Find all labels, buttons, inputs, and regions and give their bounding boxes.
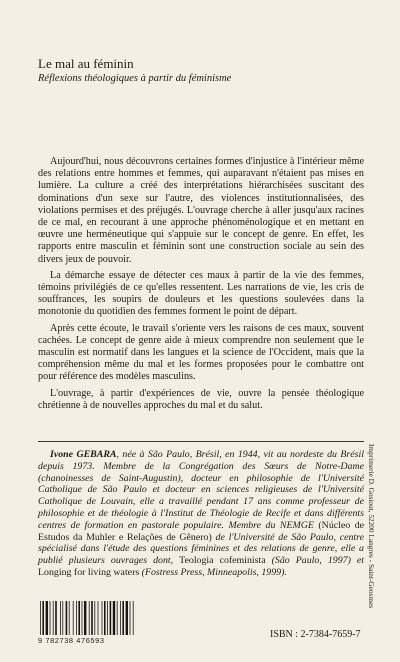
barcode-bar [94, 601, 95, 635]
author-biography [38, 449, 364, 579]
book-subtitle: Réflexions théologiques à partir du féminisme [38, 73, 232, 84]
bio-text: NEMGE [279, 519, 314, 531]
barcode-bar [82, 601, 83, 635]
barcode-bar [50, 601, 51, 635]
author-name: Ivone GEBARA [50, 449, 117, 460]
barcode-number: 9 782738 476593 [38, 636, 105, 645]
printer-credit: Imprimerie D. Gosiout, 52200 Langres - Saint-Geosmes [367, 444, 376, 609]
summary-paragraph: L'ouvrage, à partir d'expériences de vie, ouvre la pensée théologique chrétienne à de nouvelles approches du mal et du salut. [38, 387, 364, 411]
book-title: Le mal au féminin [38, 56, 134, 71]
barcode-bar [122, 601, 124, 635]
barcode-bar [91, 601, 93, 635]
barcode-bar [78, 601, 80, 635]
bio-text: (Núcleo de Estudos da Muhler e Relações de Gênero) [38, 519, 365, 543]
barcode-bar [76, 601, 77, 635]
barcode-bar [102, 601, 103, 635]
barcode [38, 601, 138, 644]
barcode-bar [55, 601, 57, 635]
barcode-bar [107, 601, 108, 635]
barcode-bar [130, 601, 131, 635]
bio-text: de l'Université de São Paulo, centre spécialisé dans l'étude des questions féminines et des relations de genre, elle a publié plusieurs ouvrages dont, [38, 531, 364, 567]
barcode-bar [40, 601, 41, 635]
barcode-graphic [38, 601, 138, 635]
summary-paragraph: Aujourd'hui, nous découvrons certaines formes d'injustice à l'intérieur même des relations entre hommes et femmes, qui auparavant n'étaient pas mises en lumière. La culture a créé des interprétations hiérarchisées suscitant des dominations d'un sexe sur l'autre, des violences institutionnalisées, des violations permises et des préjugés. L'ouvrage cherche à aller jusqu'aux racines de ce mal, en recourant à une approche phénoménologique et en mettant en œuvre une herméneutique qui s'appuie sur le concept de genre. En effet, les rapports entre masculin et féminin sont une construction sociale au sein des divers jeux de pouvoir. [38, 156, 364, 265]
barcode-bar [73, 601, 74, 635]
barcode-bar [66, 601, 68, 635]
book-title-ref: Longing for living waters [38, 566, 140, 578]
summary-paragraph: Après cette écoute, le travail s'oriente vers les raisons de ces maux, souvent cachées. Le concept de genre aide à mieux comprendre non seulement que le masculin est normatif dans les langues et la science de l'Occident, mais que la compréhension même du mal et les formes proposées pour le combattre ont pour référence des modèles masculins. [38, 322, 364, 383]
barcode-bar [42, 601, 44, 635]
bio-text: (São Paulo, 1997) [265, 555, 351, 567]
barcode-bar [120, 601, 121, 635]
barcode-bar [98, 601, 99, 635]
barcode-bar [126, 601, 128, 635]
back-cover-summary [38, 156, 364, 416]
barcode-bar [84, 601, 86, 635]
author-bio-paragraph [38, 449, 364, 579]
book-title-ref: Teologia cofeminista [179, 555, 266, 567]
barcode-bar [62, 601, 63, 635]
barcode-bar [60, 601, 61, 635]
barcode-bar [117, 601, 118, 635]
bio-text: (Fostress Press, Minneapolis, 1999). [139, 566, 287, 578]
barcode-bar [133, 601, 134, 635]
isbn: ISBN : 2-7384-7659-7 [270, 629, 361, 640]
barcode-bar [89, 601, 90, 635]
barcode-bar [113, 601, 115, 635]
bio-text: , née à São Paulo, Brésil, en 1944, vit au nordeste du Brésil depuis 1973. Membre de la Congrégation des Sœurs de Notre-Dame (chanoinesses de Saint-Augustin), docteur en philosophie de l'Université Catholique de São Paulo et docteur en sciences religieuses de l'Université Catholique de Louvain, elle a travaillé pendant 17 ans comme professeur de philosophie et de théologie à l'Institut de Théologie de Recife et dans différents centres de formation en pastorale populaire. Membre du [38, 449, 364, 531]
barcode-bar [53, 601, 54, 635]
section-divider [38, 441, 364, 442]
barcode-bar [69, 601, 70, 635]
bio-text: et [350, 555, 364, 567]
barcode-bar [104, 601, 106, 635]
summary-paragraph: La démarche essaye de détecter ces maux à partir de la vie des femmes, témoins privilégiés de ce qu'elles ressentent. Les narrations de vie, les cris de souffrances, les soupirs de douleurs et les questions soulevées dans la monotonie du quotidien des femmes forment le point de départ. [38, 269, 364, 318]
barcode-bar [110, 601, 112, 635]
barcode-bar [46, 601, 48, 635]
